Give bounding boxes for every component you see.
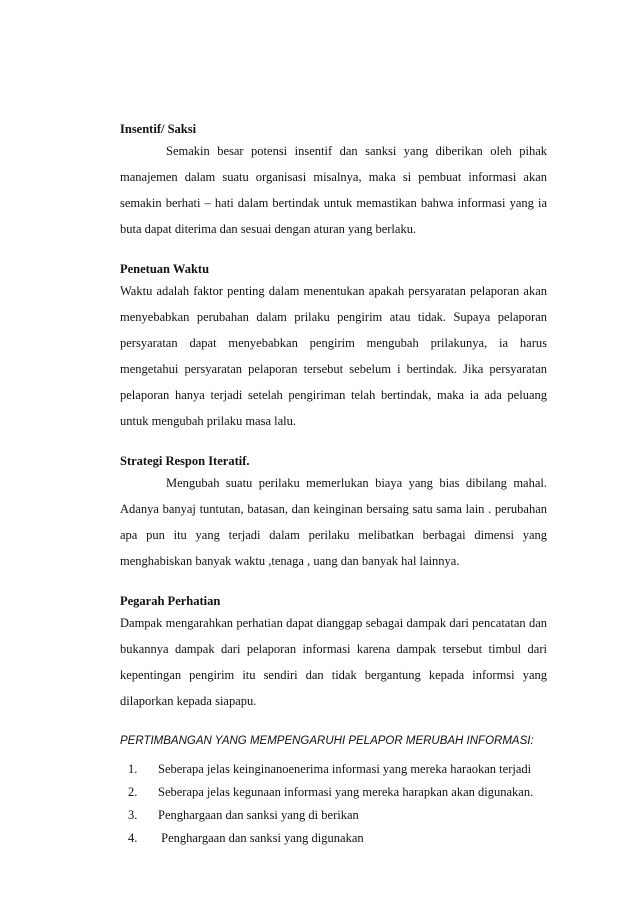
list-item-number: 1. — [128, 762, 138, 776]
list-item — [120, 804, 547, 827]
list-item — [120, 758, 547, 781]
section-considerations — [120, 732, 547, 850]
section-strategi-respon — [120, 452, 547, 574]
list-item-number: 3. — [128, 808, 138, 822]
section-paragraph: Mengubah suatu perilaku memerlukan biaya yang bias dibilang mahal. Adanya banyaj tuntutan, batasan, dan keinginan bersaing satu sama lain . perubahan apa pun itu yang terjadi dalam perilaku melibatkan berbagai dimensi yang menghabiskan banyak waktu ,tenaga , uang dan banyak hal lainnya. — [120, 476, 547, 568]
section-paragraph: Semakin besar potensi insentif dan sanksi yang diberikan oleh pihak manajemen dalam suatu organisasi misalnya, maka si pembuat informasi akan semakin berhati – hati dalam bertindak untuk memastikan bahwa informasi yang ia buta dapat diterima dan sesuai dengan aturan yang berlaku. — [120, 144, 547, 236]
section-paragraph: Dampak mengarahkan perhatian dapat dianggap sebagai dampak dari pencatatan dan bukannya dampak dari pelaporan informasi karena dampak tersebut timbul dari kepentingan pengirim itu sendiri dan tidak bergantung kepada informsi yang dilaporkan kepada siapapu. — [120, 616, 547, 708]
list-item-text: Penghargaan dan sanksi yang digunakan — [158, 831, 364, 845]
list-item — [120, 781, 547, 804]
section-paragraph: Waktu adalah faktor penting dalam menentukan apakah persyaratan pelaporan akan menyebabkan perubahan dalam prilaku pengirim atau tidak. Supaya pelaporan persyaratan dapat menyebabkan pengirim mengubah prilakunya, ia harus mengetahui persyaratan pelaporan tersebut sebelum i bertindak. Jika persyaratan pelaporan hanya terjadi setelah pengiriman telah bertindak, maka ia ada peluang untuk mengubah prilaku masa lalu. — [120, 284, 547, 428]
section-heading: Insentif/ Saksi — [120, 122, 197, 136]
section-penetuan-waktu — [120, 260, 547, 434]
section-pegarah-perhatian — [120, 592, 547, 714]
considerations-list — [120, 758, 547, 850]
document-body — [120, 120, 547, 850]
list-item-text: Penghargaan dan sanksi yang di berikan — [158, 808, 359, 822]
section-heading: Penetuan Waktu — [120, 262, 210, 276]
section-heading: Pegarah Perhatian — [120, 594, 221, 608]
list-item-number: 2. — [128, 785, 138, 799]
list-item-text: Seberapa jelas keinginanoenerima informasi yang mereka haraokan terjadi — [158, 762, 532, 776]
section-insentif-saksi — [120, 120, 547, 242]
considerations-heading: PERTIMBANGAN YANG MEMPENGARUHI PELAPOR MERUBAH INFORMASI: — [120, 735, 534, 747]
list-item — [120, 827, 547, 850]
list-item-text: Seberapa jelas kegunaan informasi yang mereka harapkan akan digunakan. — [158, 785, 534, 799]
section-heading: Strategi Respon Iteratif. — [120, 454, 250, 468]
list-item-number: 4. — [128, 831, 138, 845]
